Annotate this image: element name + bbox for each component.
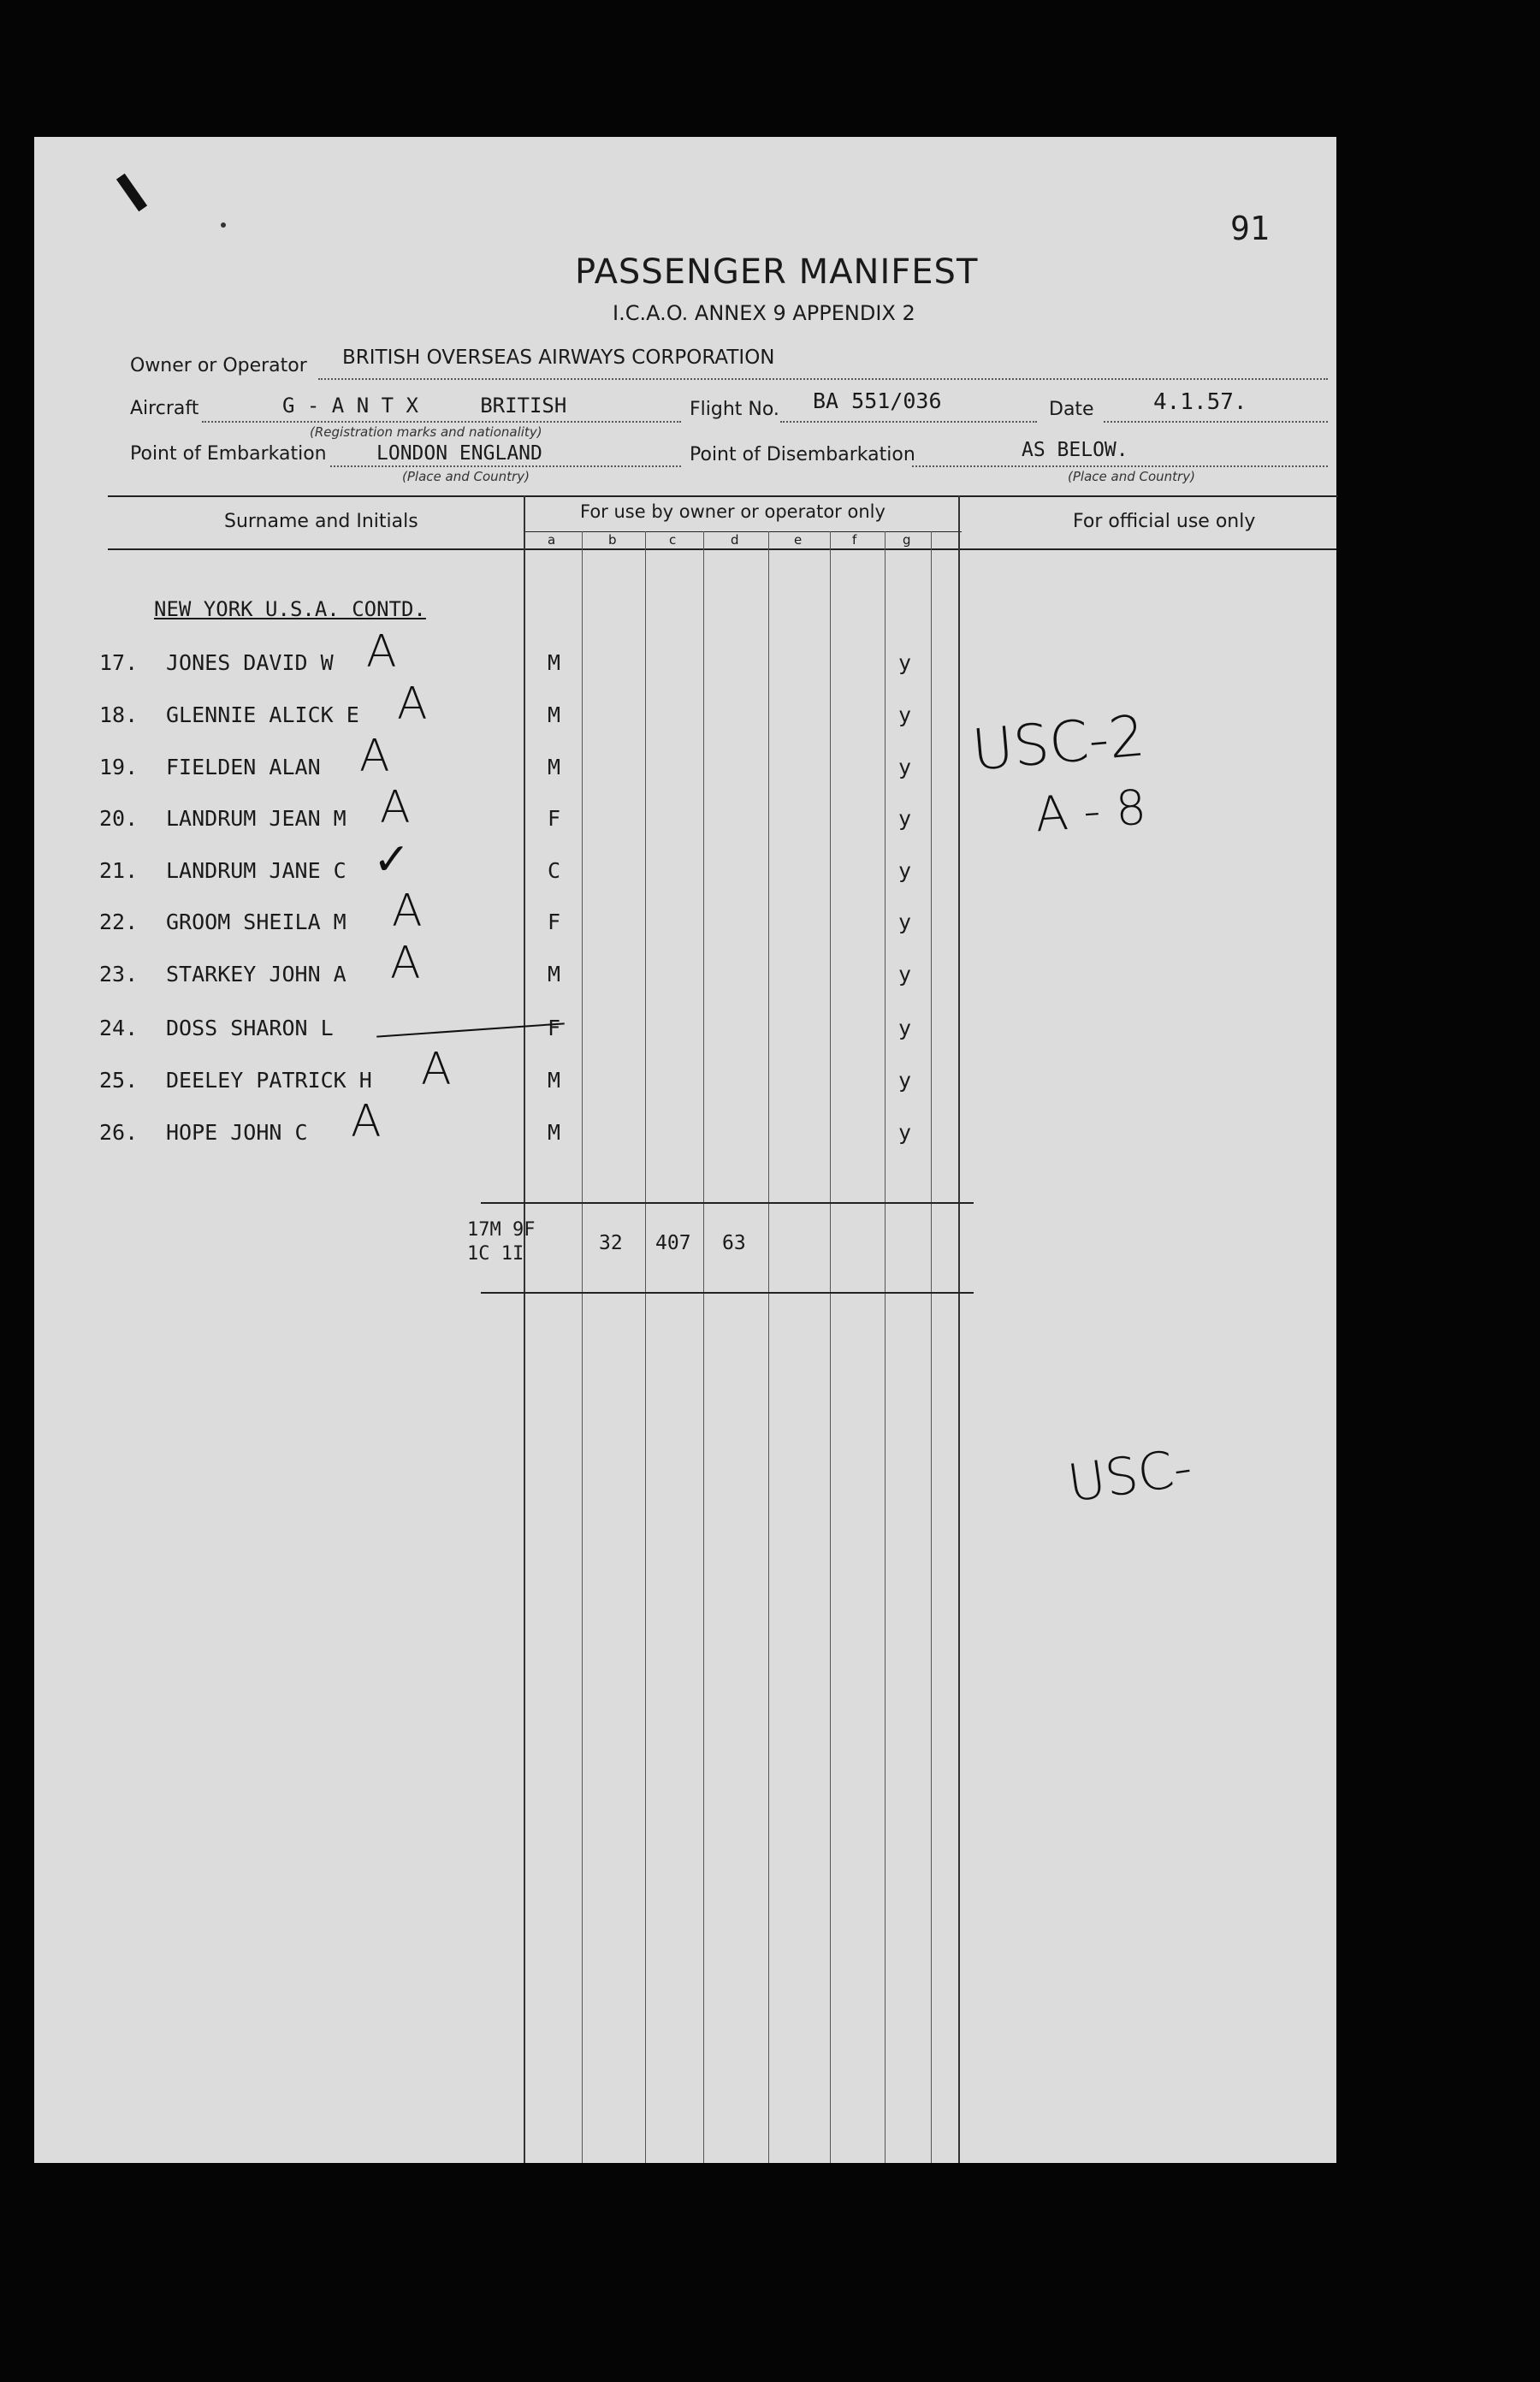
column-line	[768, 531, 769, 2163]
corner-dot	[221, 222, 226, 228]
sub-column-label: e	[794, 532, 803, 548]
passenger-name: LANDRUM JEAN M	[166, 806, 346, 831]
col-owner-header: For use by owner or operator only	[580, 501, 886, 522]
handwritten-mark: A	[397, 678, 428, 730]
column-line	[524, 495, 525, 2163]
embark-note: (Place and Country)	[402, 469, 530, 484]
passenger-sex: F	[548, 806, 561, 831]
row-number: 18.	[99, 702, 139, 727]
totals-bottom-rule	[481, 1292, 974, 1294]
header-bottom-rule-mid	[524, 548, 962, 550]
header-bottom-rule-left	[108, 548, 566, 550]
owner-value: BRITISH OVERSEAS AIRWAYS CORPORATION	[342, 347, 775, 369]
disembark-note: (Place and Country)	[1068, 469, 1195, 484]
row-number: 26.	[99, 1120, 139, 1145]
totals-top-rule	[481, 1202, 974, 1204]
aircraft-note: (Registration marks and nationality)	[310, 424, 542, 440]
column-g-value: y	[898, 650, 912, 675]
passenger-name: LANDRUM JANE C	[166, 858, 346, 883]
annotation-a-count: A - 8	[1033, 779, 1148, 844]
row-number: 17.	[99, 650, 139, 675]
passenger-sex: M	[548, 962, 561, 987]
sub-column-label: f	[852, 532, 857, 548]
passenger-name: GROOM SHEILA M	[166, 910, 346, 934]
column-line	[958, 495, 960, 2163]
corner-ink-mark	[116, 174, 147, 212]
owner-subheader-rule	[524, 531, 962, 532]
handwritten-mark: ✓	[373, 834, 411, 886]
annotation-usc-top: USC-2	[969, 702, 1148, 784]
handwritten-mark: A	[366, 626, 397, 678]
date-dots	[1104, 421, 1328, 423]
column-g-value: y	[898, 1120, 912, 1145]
disembark-dots	[912, 465, 1328, 467]
passenger-sex: M	[548, 1120, 561, 1145]
handwritten-mark: A	[421, 1044, 452, 1095]
column-g-value: y	[898, 962, 912, 987]
embark-dots	[330, 465, 681, 467]
passenger-name: JONES DAVID W	[166, 650, 334, 675]
passenger-sex: M	[548, 755, 561, 779]
column-g-value: y	[898, 858, 912, 883]
disembark-label: Point of Disembarkation	[690, 444, 915, 465]
passenger-sex: M	[548, 702, 561, 727]
flight-dots	[780, 421, 1037, 423]
passenger-sex: C	[548, 858, 561, 883]
row-number: 21.	[99, 858, 139, 883]
passenger-name: DOSS SHARON L	[166, 1016, 334, 1040]
form-subtitle: I.C.A.O. ANNEX 9 APPENDIX 2	[613, 301, 915, 325]
passenger-sex: F	[548, 1016, 561, 1040]
page-number: 91	[1230, 210, 1270, 247]
row-number: 20.	[99, 806, 139, 831]
totals-line2: 1C 1I	[467, 1243, 524, 1265]
aircraft-label: Aircraft	[130, 398, 199, 419]
column-line	[582, 531, 583, 2163]
passenger-sex: M	[548, 1068, 561, 1093]
column-g-value: y	[898, 755, 912, 779]
column-g-value: y	[898, 910, 912, 934]
sub-column-label: g	[903, 532, 911, 548]
section-heading: NEW YORK U.S.A. CONTD.	[154, 597, 426, 621]
disembark-value: AS BELOW.	[1022, 439, 1128, 461]
col-surname-header: Surname and Initials	[224, 511, 418, 532]
handwritten-mark: A	[390, 938, 421, 989]
passenger-name: STARKEY JOHN A	[166, 962, 346, 987]
col-official-header: For official use only	[1073, 511, 1256, 532]
row-number: 24.	[99, 1016, 139, 1040]
totals-b: 32	[599, 1232, 623, 1254]
row-number: 25.	[99, 1068, 139, 1093]
embark-label: Point of Embarkation	[130, 443, 327, 465]
column-g-value: y	[898, 1068, 912, 1093]
column-g-value: y	[898, 1016, 912, 1040]
embark-value: LONDON ENGLAND	[376, 442, 542, 465]
row-number: 23.	[99, 962, 139, 987]
column-line	[703, 531, 704, 2163]
sub-column-label: d	[731, 532, 739, 548]
owner-label: Owner or Operator	[130, 355, 307, 376]
header-bottom-rule-right	[958, 548, 1336, 550]
form-title: PASSENGER MANIFEST	[575, 252, 979, 292]
column-line	[931, 531, 932, 2163]
annotation-usc-bottom: USC-	[1063, 1437, 1196, 1514]
strike-line	[376, 1022, 565, 1037]
column-g-value: y	[898, 806, 912, 831]
passenger-name: FIELDEN ALAN	[166, 755, 321, 779]
handwritten-mark: A	[392, 886, 423, 937]
aircraft-dots	[202, 421, 681, 423]
sub-column-label: c	[669, 532, 677, 548]
totals-c: 407	[655, 1232, 691, 1254]
owner-dots	[318, 378, 1328, 380]
passenger-name: GLENNIE ALICK E	[166, 702, 359, 727]
row-number: 22.	[99, 910, 139, 934]
flight-label: Flight No.	[690, 399, 779, 420]
passenger-name: DEELEY PATRICK H	[166, 1068, 372, 1093]
passenger-sex: F	[548, 910, 561, 934]
manifest-sheet	[34, 137, 1336, 2163]
row-number: 19.	[99, 755, 139, 779]
date-value: 4.1.57.	[1153, 389, 1247, 415]
sub-column-label: b	[608, 532, 617, 548]
flight-value: BA 551/036	[813, 388, 942, 413]
aircraft-value: G - A N T X BRITISH	[282, 394, 567, 418]
totals-d: 63	[722, 1232, 746, 1254]
column-g-value: y	[898, 702, 912, 727]
passenger-name: HOPE JOHN C	[166, 1120, 308, 1145]
table-top-rule	[108, 495, 1338, 497]
column-line	[885, 531, 886, 2163]
date-label: Date	[1049, 399, 1094, 420]
totals-line1: 17M 9F	[467, 1219, 536, 1241]
handwritten-mark: A	[359, 731, 390, 782]
handwritten-mark: A	[351, 1096, 382, 1147]
handwritten-mark: A	[380, 782, 411, 833]
column-line	[830, 531, 831, 2163]
sub-column-label: a	[548, 532, 556, 548]
column-line	[645, 531, 646, 2163]
passenger-sex: M	[548, 650, 561, 675]
